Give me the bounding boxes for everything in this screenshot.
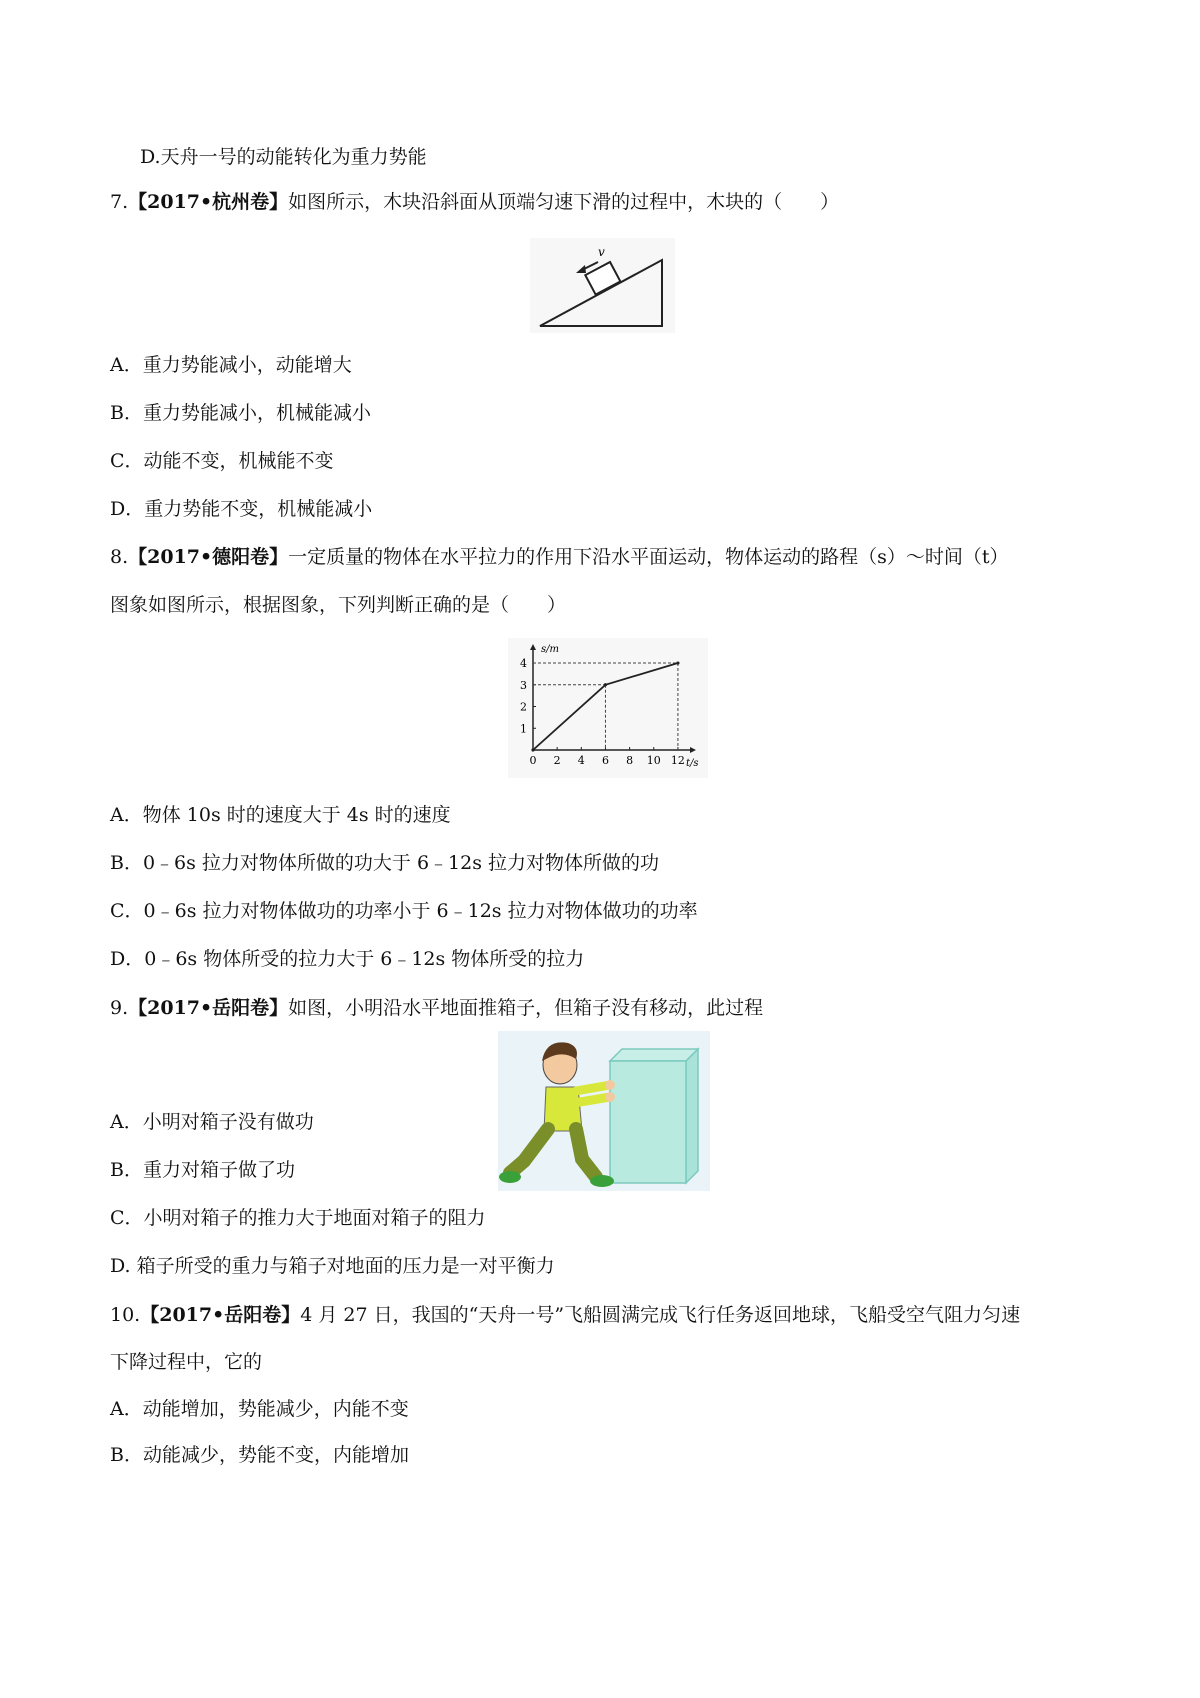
data-point xyxy=(604,683,607,686)
question-10-source: 【2017•岳阳卷】 xyxy=(140,1304,301,1326)
question-7-option-b: B．重力势能减小，机械能减小 xyxy=(110,402,371,424)
x-tick-label: 2 xyxy=(553,754,561,767)
question-8-number: 8. xyxy=(110,546,129,568)
question-9-option-b: B．重力对箱子做了功 xyxy=(110,1159,295,1181)
question-7-number: 7. xyxy=(110,191,129,213)
question-10-text-line1: 4 月 27 日，我国的“天舟一号”飞船圆满完成飞行任务返回地球，飞船受空气阻力匀速 xyxy=(300,1304,1021,1326)
question-7-text: 如图所示，木块沿斜面从顶端匀速下滑的过程中，木块的（ ） xyxy=(288,191,840,213)
question-9-text: 如图，小明沿水平地面推箱子，但箱子没有移动，此过程 xyxy=(288,997,764,1019)
question-10-option-a: A．动能增加，势能减少，内能不变 xyxy=(110,1398,409,1420)
incline-figure xyxy=(530,238,675,333)
x-tick-label: 4 xyxy=(577,754,585,767)
x-tick-label: 10 xyxy=(646,754,661,767)
y-tick-label: 2 xyxy=(520,700,527,714)
question-9-option-c: C．小明对箱子的推力大于地面对箱子的阻力 xyxy=(110,1207,486,1229)
question-10-number: 10. xyxy=(110,1304,141,1326)
y-tick-label: 4 xyxy=(520,657,527,671)
prev-option-d: D.天舟一号的动能转化为重力势能 xyxy=(140,146,427,168)
pushing-box-figure xyxy=(498,1031,710,1191)
question-9-option-a: A．小明对箱子没有做功 xyxy=(110,1111,314,1133)
velocity-label: v xyxy=(598,245,605,259)
question-9 xyxy=(110,993,763,1020)
question-8-option-d: D．0﹣6s 物体所受的拉力大于 6﹣12s 物体所受的拉力 xyxy=(110,948,585,970)
question-8-text-line2: 图象如图所示，根据图象，下列判断正确的是（ ） xyxy=(110,594,567,616)
data-point xyxy=(676,661,679,664)
question-8-option-c: C．0﹣6s 拉力对物体做功的功率小于 6﹣12s 拉力对物体做功的功率 xyxy=(110,900,698,922)
question-8-source: 【2017•德阳卷】 xyxy=(128,546,289,568)
question-8-text-line1: 一定质量的物体在水平拉力的作用下沿水平面运动，物体运动的路程（s）～时间（t） xyxy=(288,546,1009,568)
question-7-option-d: D．重力势能不变，机械能减小 xyxy=(110,498,373,520)
data-point xyxy=(531,748,534,751)
x-axis-label: t/s xyxy=(686,758,699,769)
box xyxy=(610,1049,698,1183)
question-7-option-a: A．重力势能减小，动能增大 xyxy=(110,354,352,376)
x-tick-label: 0 xyxy=(529,754,537,767)
question-8-option-a: A．物体 10s 时的速度大于 4s 时的速度 xyxy=(110,804,451,826)
question-7-option-c: C．动能不变，机械能不变 xyxy=(110,450,334,472)
question-10-text-line2: 下降过程中，它的 xyxy=(110,1351,263,1373)
y-tick-label: 3 xyxy=(520,678,527,692)
question-8 xyxy=(110,542,1009,569)
question-9-source: 【2017•岳阳卷】 xyxy=(128,997,289,1019)
question-7-source: 【2017•杭州卷】 xyxy=(128,191,289,213)
question-10-option-b: B．动能减少，势能不变，内能增加 xyxy=(110,1444,409,1466)
question-7 xyxy=(110,187,839,214)
question-10 xyxy=(110,1300,1020,1327)
question-9-option-d: D. 箱子所受的重力与箱子对地面的压力是一对平衡力 xyxy=(110,1255,555,1277)
y-axis-label: s/m xyxy=(541,644,559,655)
y-tick-label: 1 xyxy=(520,722,527,736)
question-8-option-b: B．0﹣6s 拉力对物体所做的功大于 6﹣12s 拉力对物体所做的功 xyxy=(110,852,660,874)
question-9-number: 9. xyxy=(110,997,129,1019)
x-tick-label: 6 xyxy=(601,754,609,767)
distance-time-chart xyxy=(508,638,708,778)
x-tick-label: 12 xyxy=(670,754,685,767)
x-tick-label: 8 xyxy=(626,754,634,767)
